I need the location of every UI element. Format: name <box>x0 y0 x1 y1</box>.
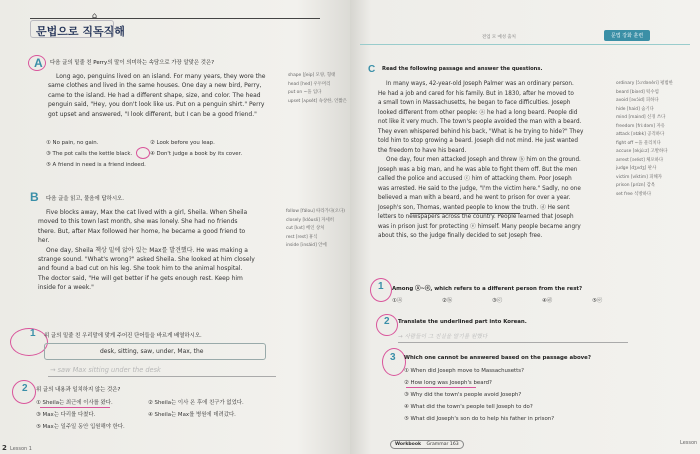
b-q2-number: 2 <box>22 383 28 394</box>
passage-line: One day, Sheila 책상 밑에 앉아 있는 Max를 발견했다. He was making a <box>46 246 248 254</box>
gloss-item: prison [prízn] 감옥 <box>616 183 656 188</box>
option-a2: ② Look before you leap. <box>150 140 215 146</box>
passage-line: Joseph's son, Thomas, wanted people to know the truth. ⓓ He sent <box>378 204 570 211</box>
passage-line: Five blocks away, Max the cat lived with a girl, Sheila. When Sheila <box>46 209 248 216</box>
header-tab-shadow <box>30 20 114 38</box>
passage-line: The doctor said, "He will get better if he gets enough rest. Keep him <box>38 274 243 282</box>
passage-line: Long ago, penguins lived on an island. For many years, they wore the <box>56 73 266 80</box>
gloss-item: freedom [fríːdəm] 자유 <box>616 123 665 129</box>
passage-line: there. But, after Max followed her home, he became a good friend to <box>38 227 246 235</box>
pen-circle-b1 <box>10 328 48 356</box>
section-c-letter: C <box>368 64 376 75</box>
passage-line: One day, four men attacked Joseph and threw ⓑ him on the ground. <box>386 157 581 163</box>
header-title: 문법으로 직독직해 <box>36 25 125 38</box>
option-a1: ① No pain, no gain. <box>46 140 99 146</box>
gloss-item: inside [insáid] 안에 <box>286 243 327 248</box>
section-b-gloss <box>286 208 350 251</box>
c-q1-option-2: ②ⓑ <box>442 298 453 304</box>
section-a-gloss <box>288 72 350 106</box>
passage-line: called the police and accused ⓒ him of attacking them. Poor Joseph <box>378 176 572 182</box>
passage-line: letters to newspapers across the country. People learned that Joseph <box>378 214 574 220</box>
c-q3-text: Which one cannot be answered based on the passage above? <box>404 355 591 361</box>
passage-line: came to the island. He had a different shape, size, and color. The head <box>48 91 261 99</box>
gloss-item: accuse [əkjúːz] 고발하다 <box>616 149 668 154</box>
passage-line: was in prison just for protecting ⓔ himself. Many people became angry <box>378 223 581 230</box>
gloss-item: set free 석방하다 <box>616 191 652 197</box>
gloss-item: head [hed] 우두머리 <box>288 81 331 87</box>
b-q2-option-4: ④ Sheila는 Max를 병원에 데려갔다. <box>148 412 236 418</box>
gloss-item: rest [rest] 휴식 <box>286 234 318 240</box>
passage-line: strange sound. "What's wrong?" asked Sheila. She looked at him closely <box>38 256 255 264</box>
section-tag: 문법 강화 훈련 <box>604 30 650 41</box>
left-page-number: 2 <box>2 444 7 452</box>
gloss-item: beard [biərd] 턱수염 <box>616 89 659 95</box>
header-decoration <box>30 18 320 19</box>
gloss-item: cut [kʌt] 베인 상처 <box>286 226 325 231</box>
b-q2-option-2: ② Sheila는 이사 온 후에 친구가 없었다. <box>148 400 244 406</box>
passage-line: He had a job and cared for his family. But in 1830, after he moved to <box>378 90 574 97</box>
c-q1-option-4: ④ⓓ <box>542 298 553 304</box>
passage-line: In many ways, 42-year-old Joseph Palmer was an ordinary person. <box>386 81 574 87</box>
pen-underline-c3 <box>406 387 476 388</box>
pen-underline-b2 <box>40 407 110 408</box>
b-q1-words: desk, sitting, saw, under, Max, the <box>100 348 204 355</box>
c-q3-number: 3 <box>390 352 396 363</box>
gloss-item: shape [ʃeip] 모양, 형태 <box>288 73 336 78</box>
section-a-passage <box>48 72 288 119</box>
option-a4: ④ Don't judge a book by its cover. <box>150 151 243 157</box>
b-q2-option-3: ③ Max는 다리를 다쳤다. <box>36 412 96 418</box>
b-q1-answer[interactable]: → saw Max sitting under the desk <box>50 366 161 374</box>
passage-line: a small town in Massachusetts, he began to face difficulties. Joseph <box>378 100 571 106</box>
left-footer: Lesson 1 <box>10 446 32 452</box>
gloss-item: fight off ~을 물리치다 <box>616 140 661 146</box>
section-a-letter: A <box>34 56 43 70</box>
gloss-item: hide [haid] 숨기다 <box>616 106 654 112</box>
workbook-label: Workbook <box>395 442 422 447</box>
pen-mark-a <box>136 147 150 159</box>
gloss-item: upset [ʌpsét] 속상한, 언짢은 <box>288 98 347 104</box>
right-header-rule <box>360 44 690 45</box>
right-page <box>350 0 700 454</box>
passage-line: and found a bad cut on his leg. She took him to the animal hospital. <box>38 265 243 273</box>
section-c-gloss <box>616 80 696 199</box>
gloss-item: follow [fálou] 따라가다(오다) <box>286 209 345 214</box>
b-q2-text: 위 글의 내용과 일치하지 않는 것은? <box>36 387 121 393</box>
passage-line: not like it very much. The town's people avoided the man with a beard. <box>378 119 582 125</box>
gloss-item: closely [klóusli] 자세히 <box>286 217 335 223</box>
passage-line: got upset and answered, "I look different, but I can be a good friend." <box>48 110 257 118</box>
c-q3-option-1: ① When did Joseph move to Massachusetts? <box>404 368 524 374</box>
passage-line: about this, so the judge finally decided to set Joseph free. <box>378 233 543 239</box>
gloss-item: avoid [əvɔ́id] 피하다 <box>616 98 659 103</box>
c-q3-option-3: ③ Why did the town's people avoid Joseph? <box>404 392 522 398</box>
section-a-instruction: 다음 글의 밑줄 친 Perry의 말이 의미하는 속담으로 가장 알맞은 것은? <box>50 60 215 66</box>
right-footer: Lesson <box>680 440 698 446</box>
gloss-item: attack [ətǽk] 공격하다 <box>616 132 665 137</box>
gloss-item: arrest [ərést] 체포하다 <box>616 157 664 163</box>
passage-line: looked different from other people: ⓐ he had a long beard. People did <box>378 109 578 116</box>
section-b-passage <box>38 208 290 293</box>
passage-line: They even whispered behind his back, "What is he trying to hide?" They <box>378 128 584 135</box>
c-q3-option-4: ④ What did the town's people tell Joseph to do? <box>404 404 533 410</box>
c-q1-number: 1 <box>378 281 384 292</box>
b-q1-answer-line <box>48 376 276 377</box>
gloss-item: put on ~을 입다 <box>288 90 322 95</box>
c-q3-option-5: ⑤ What did Joseph's son do to help his father in prison? <box>404 416 555 422</box>
gloss-item: ordinary [ɔ́ːrdənèri] 평범한 <box>616 81 673 86</box>
passage-line: moved to this town last month, she was lonely. She had no friends <box>38 218 238 226</box>
c-q3-option-2: ② How long was Joseph's beard? <box>404 380 492 386</box>
c-q2-number: 2 <box>384 316 390 327</box>
b-q1-number: 1 <box>30 328 36 339</box>
c-q2-answer[interactable]: → 사람들이 그 진실을 알기를 원했다 <box>398 334 488 340</box>
gloss-item: judge [dʒʌdʒ] 판사 <box>616 166 657 171</box>
gloss-item: victim [víktim] 피해자 <box>616 174 662 180</box>
b-q1-text: 위 글의 밑줄 친 우리말에 맞게 주어진 단어들을 바르게 배열하시오. <box>44 333 202 339</box>
section-b-letter: B <box>30 190 39 204</box>
passage-line: was arrested. He said to the judge, "I'm the victim here." Sadly, no one <box>378 185 581 192</box>
c-q1-option-5: ⑤ⓔ <box>592 298 603 304</box>
section-c-instruction: Read the following passage and answer the questions. <box>382 66 543 72</box>
section-c-passage <box>378 80 614 242</box>
passage-line: penguin said, "Hey, you don't look like us. Put on a penguin shirt." Perry <box>48 101 265 109</box>
c-q1-option-3: ③ⓒ <box>492 298 503 304</box>
running-head: 전업 모 예성 출처 <box>482 35 516 40</box>
workbook-ref-box <box>390 440 464 449</box>
option-a5: ⑤ A friend in need is a friend indeed. <box>46 162 146 168</box>
c-q2-answer-line <box>398 342 628 343</box>
passage-line: Joseph was a big man, and he was able to fight them off. But the men <box>378 166 578 173</box>
gloss-item: mind [maind] 신경 쓰다 <box>616 115 666 120</box>
house-icon: ⌂ <box>92 11 98 20</box>
header-bar <box>6 4 342 38</box>
b-q2-option-1: ① Sheila는 최근에 이사를 왔다. <box>36 400 113 406</box>
b-q2-option-5: ⑤ Max는 일주일 동안 입원해야 한다. <box>36 424 125 430</box>
c-q2-text: Translate the underlined part into Korean. <box>398 319 527 325</box>
option-a3: ③ The pot calls the kettle black. <box>46 151 133 157</box>
passage-line: the freedom to have his beard. <box>378 147 467 154</box>
workbook-ref: Grammar 163 <box>426 442 459 447</box>
section-b-instruction: 다음 글을 읽고, 물음에 답하시오. <box>46 196 124 202</box>
passage-line: inside for a week." <box>38 284 94 292</box>
underlined-sentence-mark <box>410 213 520 214</box>
c-q1-option-1: ①ⓐ <box>392 298 403 304</box>
passage-line: her. <box>38 237 50 245</box>
c-q1-text: Among ⓐ~ⓔ, which refers to a different person from the rest? <box>392 286 583 292</box>
passage-line: told him to stop growing a beard. Joseph did not mind. He just wanted <box>378 138 578 144</box>
passage-line: believed a man with a beard, and he went to prison for over a year. <box>378 195 571 201</box>
passage-line: same clothes and lived in the same houses. One day a new bird, Perry, <box>48 82 262 90</box>
